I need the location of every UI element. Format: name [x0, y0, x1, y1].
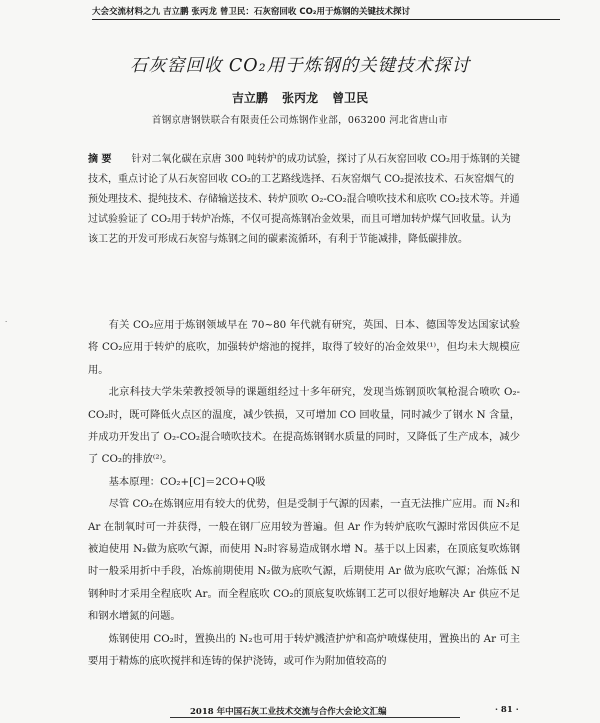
paragraph-5: 炼钢使用 CO₂时，置换出的 N₂也可用于转炉溅渣护炉和高炉喷煤使用，置换出的 Ar 可主要用于精炼的底吹搅拌和连铸的保护浇铸，或可作为附加值较高的 — [88, 632, 520, 668]
paragraph-3: 基本原理：CO₂+[C]＝2CO+Q吸 — [108, 475, 266, 488]
paragraph-2: 北京科技大学朱荣教授领导的课题组经过十多年研究，发现当炼钢顶吹氧枪混合喷吹 O₂-CO₂时，既可降低火点区的温度，减少铁损，又可增加 CO 回收量，同时减少了钢水 N 含量，并成功开发出了 O₂-CO₂混合喷吹技术。在提高炼钢钢水质量的同时，又降低了生产成本，减少了 CO₂的排放⁽²⁾。 — [88, 386, 520, 466]
header-rule — [92, 19, 560, 20]
paragraph-1: 有关 CO₂应用于炼钢领域早在 70~80 年代就有研究，英国、日本、德国等发达国家试验将 CO₂应用于转炉的底吹，加强转炉熔池的搅拌，取得了较好的冶金效果⁽¹⁾，但均未大规模应用。 — [88, 319, 520, 376]
abstract-text: 针对二氧化碳在京唐 300 吨转炉的成功试验，探讨了从石灰窑回收 CO₂用于炼钢的关键技术，重点讨论了从石灰窑回收 CO₂的工艺路线选择、石灰窑烟气 CO₂提浓技术、石灰窑烟气的预处理技术、提纯技术、存储输送技术、转炉顶吹 O₂-CO₂混合喷吹技术和底吹 CO₂技术等。并通过试验验证了 CO₂用于转炉冶炼，不仅可提高炼钢冶金效果，而且可增加转炉煤气回收量。认为该工艺的开发可形成石灰窑与炼钢之间的碳素流循环，有利于节能减排，降低碳排放。 — [88, 154, 520, 245]
footer-text: 2018 年中国石灰工业技术交流与合作大会论文汇编 — [190, 707, 387, 717]
abstract-label: 摘 要 — [88, 154, 112, 165]
footer-rule — [170, 717, 460, 718]
running-header: 大会交流材料之九 吉立鹏 张丙龙 曾卫民：石灰窑回收 CO₂用于炼钢的关键技术探讨 — [92, 7, 411, 17]
abstract — [88, 150, 520, 250]
authors: 吉立鹏 张丙龙 曾卫民 — [231, 91, 369, 105]
margin-mark: · — [5, 318, 8, 326]
paper-title: 石灰窑回收 CO₂用于炼钢的关键技术探讨 — [129, 56, 471, 76]
body-text — [88, 314, 520, 673]
affiliation: 首钢京唐钢铁联合有限责任公司炼钢作业部，063200 河北省唐山市 — [151, 115, 449, 126]
paragraph-4: 尽管 CO₂在炼钢应用有较大的优势，但是受制于气源的因素，一直无法推广应用。而 N₂和 Ar 在制氧时可一并获得，一般在钢厂应用较为普遍。但 Ar 作为转炉底吹气源时常因供应不足被迫使用 N₂做为底吹气源，而使用 N₂时容易造成钢水增 N。基于以上因素，在顶底复吹炼钢时一般采用折中手段，冶炼前期使用 N₂做为底吹气源，后期使用 Ar 做为底吹气源；冶炼低 N 钢种时才采用全程底吹 Ar。而全程底吹 CO₂的顶底复吹炼钢工艺可以很好地解决 Ar 供应不足和钢水增氮的问题。 — [88, 498, 520, 623]
page-number: · 81 · — [495, 705, 519, 715]
